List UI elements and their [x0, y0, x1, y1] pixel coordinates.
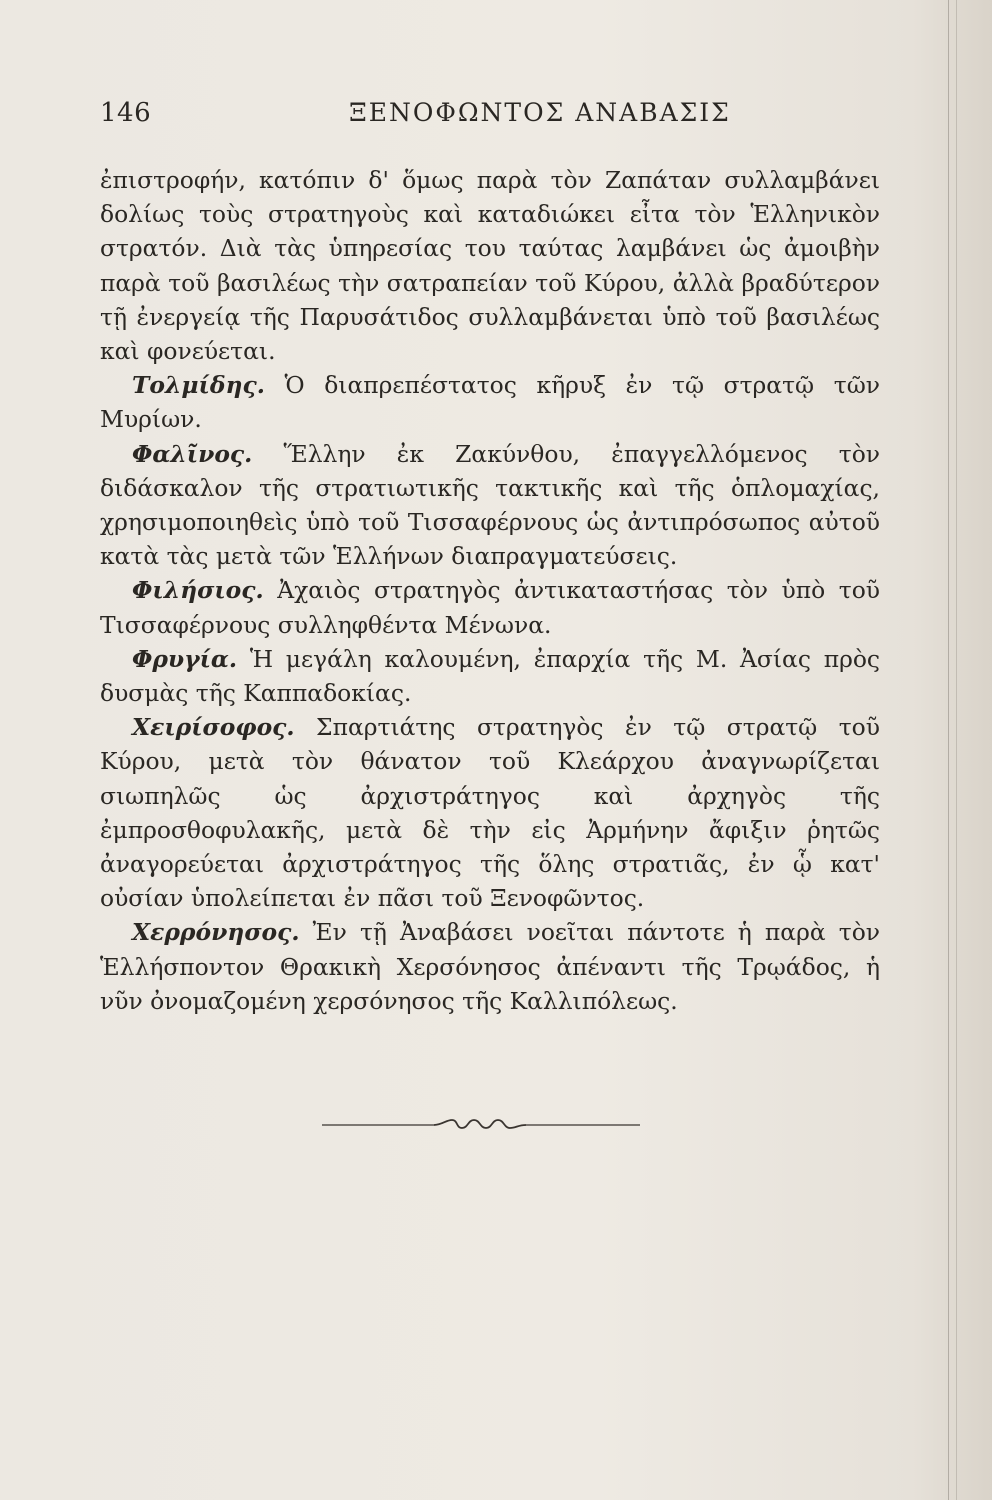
entry-definition: Ἡ μεγάλη καλουμένη, ἐπαρχία τῆς Μ. Ἀσίας πρὸς δυσμὰς τῆς Καππαδοκίας. — [100, 644, 880, 708]
glossary-entry-phalinos — [100, 437, 880, 574]
glossary-entry-philesios — [100, 573, 880, 641]
entry-term: Φαλῖνος. — [132, 439, 253, 468]
entry-definition: Ἐν τῇ Ἀναβάσει νοεῖται πάντοτε ἡ παρὰ τὸν Ἑλλήσποντον Θρακικὴ Χερσόνησος ἀπέναντι τῆς Τρῳάδος, ἡ νῦν ὀνομαζομένη χερσόνησος τῆς Καλλιπόλεως. — [100, 918, 880, 1015]
end-ornament — [322, 1113, 640, 1137]
entry-term: Χερρόνησος. — [132, 918, 300, 947]
entry-definition: Ἀχαιὸς στρατηγὸς ἀντικαταστήσας τὸν ὑπὸ τοῦ Τισσαφέρνους συλληφθέντα Μένωνα. — [100, 576, 880, 639]
entry-definition: Σπαρτιάτης στρατηγὸς ἐν τῷ στρατῷ τοῦ Κύρου, μετὰ τὸν θάνατον τοῦ Κλεάρχου ἀναγνωρίζεται σιωπηλῶς ὡς ἀρχιστράτηγος καὶ ἀρχηγὸς τῆς ἐμπροσθοφυλακῆς, μετὰ δὲ τὴν εἰς Ἀρμήνην ἄφιξιν ῥητῶς ἀναγορεύεται ἀρχιστράτηγος τῆς ὅλης στρατιᾶς, ἐν ᾧ κατ' οὐσίαν ὑπολείπεται ἐν πᾶσι τοῦ Ξενοφῶντος. — [100, 713, 880, 913]
continued-paragraph: ἐπιστροφήν, κατόπιν δ' ὅμως παρὰ τὸν Ζαπάταν συλλαμβάνει δολίως τοὺς στρατηγοὺς καὶ καταδιώκει εἶτα τὸν Ἑλληνικὸν στρατόν. Διὰ τὰς ὑπηρεσίας του ταύτας λαμβάνει ὡς ἀμοιβὴν παρὰ τοῦ βασιλέως τὴν σατραπείαν τοῦ Κύρου, ἀλλὰ βραδύτερον τῇ ἐνεργείᾳ τῆς Παρυσάτιδος συλλαμβάνεται ὑπὸ τοῦ βασιλέως καὶ φονεύεται. — [100, 166, 880, 366]
entry-definition: Ὁ διαπρεπέστατος κῆρυξ ἐν τῷ στρατῷ τῶν Μυρίων. — [100, 371, 880, 434]
page-number: 146 — [100, 98, 152, 128]
glossary-text — [100, 163, 880, 1018]
glossary-entry-phrygia — [100, 642, 880, 710]
running-title: ΞΕΝΟΦΩΝΤΟΣ ΑΝΑΒΑΣΙΣ — [349, 98, 731, 127]
glossary-entry-cheirisophos — [100, 710, 880, 915]
glossary-entry-tolmides — [100, 368, 880, 436]
entry-term: Τολμίδης. — [132, 371, 265, 400]
entry-term: Χειρίσοφος. — [132, 713, 295, 742]
entry-term: Φρυγία. — [132, 644, 238, 673]
entry-term: Φιλήσιος. — [132, 576, 264, 605]
page-edge-line — [956, 0, 957, 1500]
page-edge-line — [948, 0, 949, 1500]
entry-definition: Ἕλλην ἐκ Ζακύνθου, ἐπαγγελλόμενος τὸν διδάσκαλον τῆς στρατιωτικῆς τακτικῆς καὶ τῆς ὁπλομαχίας, χρησιμοποιηθεὶς ὑπὸ τοῦ Τισσαφέρνους ὡς ἀντιπρόσωπος αὐτοῦ κατὰ τὰς μετὰ τῶν Ἑλλήνων διαπραγματεύσεις. — [100, 439, 880, 571]
running-head — [100, 98, 880, 138]
glossary-entry-cherronesos — [100, 915, 880, 1018]
